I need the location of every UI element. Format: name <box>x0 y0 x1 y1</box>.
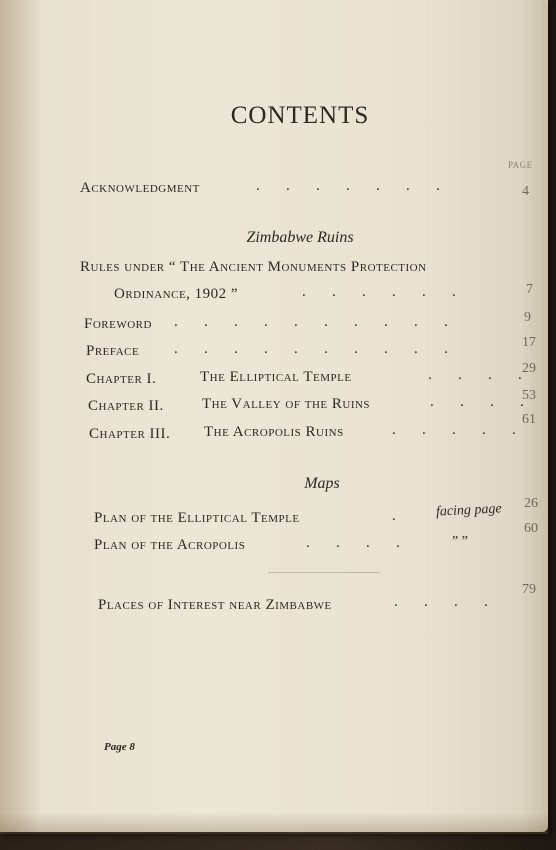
toc-chapter3-page: 61 <box>522 412 536 427</box>
toc-chapter1-title: The Elliptical Temple <box>200 369 352 385</box>
toc-rules-line1: Rules under “ The Ancient Monuments Protection <box>80 259 427 275</box>
leader-dots: . . . . . <box>392 422 516 438</box>
leader-dots: . . . . . . . . . . <box>174 341 448 357</box>
toc-map-temple-page: 26 <box>524 496 538 511</box>
leader-dots: . . . . . . . <box>256 178 440 194</box>
toc-preface: Preface <box>86 343 140 359</box>
toc-acknowledgment-page: 4 <box>522 184 529 199</box>
toc-acknowledgment: Acknowledgment <box>80 180 200 196</box>
page-title: CONTENTS <box>230 102 370 129</box>
toc-map-temple-facing: facing page <box>435 501 503 520</box>
section-divider <box>268 572 380 573</box>
toc-preface-page: 17 <box>522 335 536 350</box>
leader-dot: . <box>392 508 396 524</box>
toc-places: Places of Interest near Zimbabwe <box>98 597 332 613</box>
page-bottom-shadow <box>0 812 548 834</box>
toc-map-temple: Plan of the Elliptical Temple <box>94 510 300 526</box>
section-heading-zimbabwe: Zimbabwe Ruins <box>246 229 354 246</box>
section-heading-maps: Maps <box>304 475 340 492</box>
toc-map-acropolis-page: 60 <box>524 521 538 536</box>
toc-rules-page: 7 <box>526 282 533 297</box>
toc-chapter3-title: The Acropolis Ruins <box>204 424 344 440</box>
toc-foreword-page: 9 <box>524 310 531 325</box>
leader-dots: . . . . <box>428 367 522 383</box>
toc-map-acropolis-ditto: ” ” <box>452 534 468 549</box>
toc-places-page: 79 <box>522 582 536 597</box>
leader-dots: . . . . . . . . . . <box>174 314 448 330</box>
toc-chapter2-number: Chapter II. <box>88 398 164 414</box>
page-column-header: PAGE <box>508 160 533 170</box>
leader-dots: . . . . <box>306 535 400 551</box>
leader-dots: . . . . <box>430 394 524 410</box>
toc-map-acropolis: Plan of the Acropolis <box>94 537 246 553</box>
toc-chapter2-title: The Valley of the Ruins <box>202 396 371 412</box>
leader-dots: . . . . . . <box>302 284 456 300</box>
toc-chapter2-page: 53 <box>522 388 536 403</box>
page-number-footer: Page 8 <box>104 741 135 753</box>
toc-chapter1-number: Chapter I. <box>86 371 157 387</box>
toc-chapter1-page: 29 <box>522 361 536 376</box>
toc-rules-line2: Ordinance, 1902 ” <box>114 286 239 302</box>
toc-foreword: Foreword <box>84 316 152 332</box>
leader-dots: . . . . <box>394 594 488 610</box>
toc-chapter3-number: Chapter III. <box>89 426 171 442</box>
